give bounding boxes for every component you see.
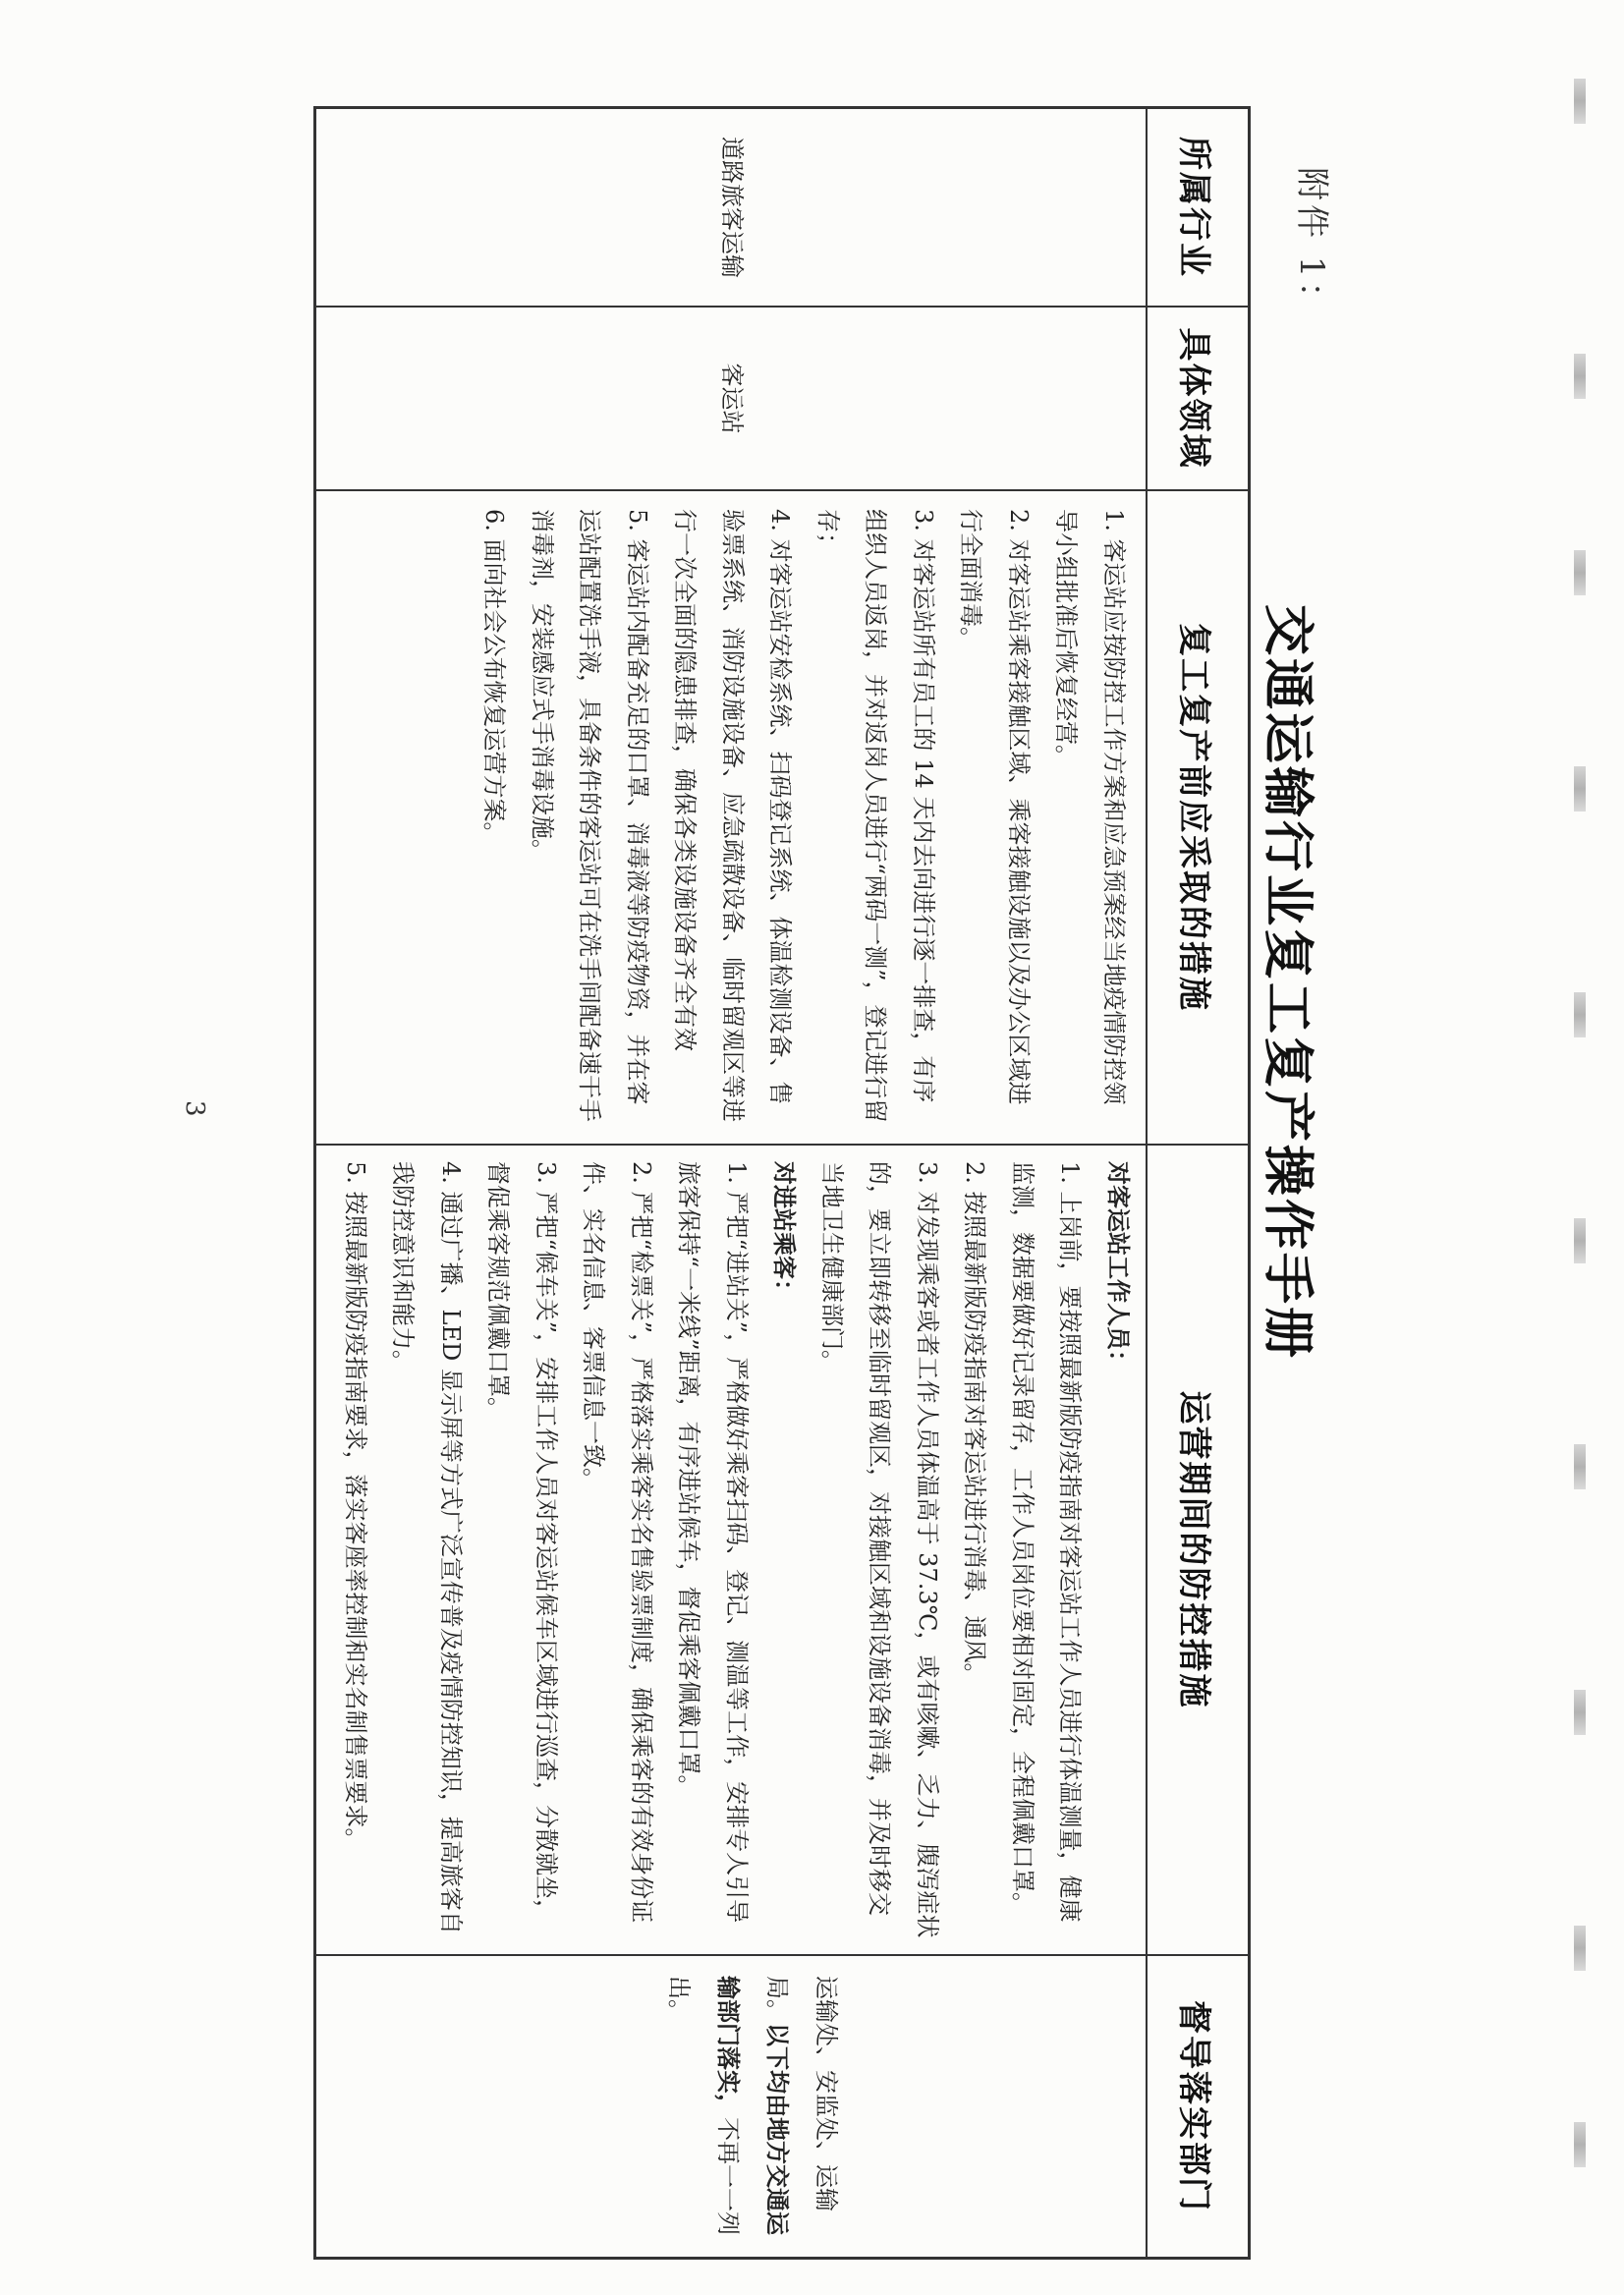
header-field: 具体领域 [1148, 308, 1248, 491]
supervision-departments: 运输处、安监处、运输局。 [763, 1976, 840, 2211]
pre-measure-item: 4. 对客运站安检系统、扫码登记系统、体温检测设备、售验票系统、消防设施设备、应急疏散设备、临时留观区等进行一次全面的隐患排查，确保各类设施设备齐全有效 [671, 509, 795, 1122]
header-supervision: 督导落实部门 [1174, 2000, 1214, 2212]
page-number: 3 [180, 1100, 209, 1117]
pre-resumption-cell [316, 491, 1148, 1146]
table-header-row [1146, 109, 1248, 2257]
scan-mark [1574, 2122, 1586, 2167]
scan-mark [1574, 992, 1586, 1037]
pre-measure-item: 3. 对客运站所有员工的 14 天内去向进行逐一排查，有序组织人员返岗，并对返岗人员进行“两码一测”，登记进行留存； [814, 509, 937, 1123]
operation-item: 3. 严把“候车关”，安排工作人员对客运站候车区域进行巡查，分散就坐，督促乘客规范佩戴口罩。 [484, 1161, 560, 1924]
scan-mark [1574, 1218, 1586, 1263]
operation-item: 1. 严把“进站关”，严格做好乘客扫码、登记、测温等工作，安排专人引导旅客保持“一米线”距离，有序进站候车，督促乘客佩戴口罩。 [675, 1161, 751, 1924]
operation-item: 2. 按照最新版防疫指南对客运站进行消毒、通风。 [961, 1161, 989, 1687]
operation-item: 2. 严把“检票关”，严格落实乘客实名售验票制度，确保乘客的有效身份证件、实名信息、客票信息一致。 [580, 1161, 655, 1924]
pre-measure-item: 2. 对客运站乘客接触区域、乘客接触设施以及办公区域进行全面消毒。 [957, 509, 1033, 1105]
passenger-group-heading: 对进站乘客： [770, 1161, 800, 1303]
operation-item: 4. 通过广播、LED 显示屏等方式广泛宣传普及疫情防控知识，提高旅客自我防控意识和能力。 [389, 1161, 465, 1934]
industry-cell: 道路旅客运输 [316, 109, 1148, 308]
table-row [316, 109, 1148, 2257]
supervision-cell [316, 1956, 1148, 2257]
pre-measure-item: 1. 客运站应按防控工作方案和应急预案经当地疫情防控领导小组批准后恢复经营。 [1052, 509, 1128, 1105]
document-title: 交通运输行业复工复产操作手册 [1258, 603, 1317, 1361]
header-pre-resumption: 复工复产前应采取的措施 [1148, 491, 1248, 1146]
scan-mark [1574, 1690, 1586, 1735]
scan-mark [1574, 1926, 1586, 1971]
operation-cell [316, 1146, 1148, 1956]
pre-measure-item: 6. 面向社会公布恢复运营方案。 [480, 509, 509, 846]
field-cell: 客运站 [316, 308, 1148, 491]
scan-mark [1574, 79, 1586, 124]
scan-mark [1574, 766, 1586, 812]
supervision-note: 以下均由地方交通运输部门落实， [714, 1976, 792, 2235]
header-operation: 运营期间的防控措施 [1148, 1146, 1248, 1956]
staff-group-heading: 对客运站工作人员： [1104, 1161, 1133, 1373]
scan-mark [1574, 354, 1586, 399]
annex-label: 附件 1： [1292, 167, 1331, 319]
operation-item: 5. 按照最新版防疫指南要求，落实客座率控制和实名制售票要求。 [342, 1161, 369, 1852]
scan-mark [1574, 550, 1586, 595]
operation-item: 1. 上岗前，要按照最新版防疫指南对客运站工作人员进行体温测量，健康监测，数据要做好记录留存，工作人员岗位要相对固定，全程佩戴口罩。 [1009, 1161, 1085, 1923]
scan-mark [1574, 1444, 1586, 1489]
supervision-tail: 不再一一列出。 [665, 1976, 742, 2235]
operation-item: 3. 对发现乘客或者工作人员体温高于 37.3℃，或有咳嗽、乏力、腹泻症状的，要立即转移至临时留观区，对接触区域和设施设备消毒，并及时移交当地卫生健康部门。 [818, 1161, 941, 1938]
header-industry: 所属行业 [1148, 109, 1248, 308]
pre-measure-item: 5. 客运站内配备充足的口罩、消毒液等防疫物资，并在客运站配置洗手液，具备条件的客运站可在洗手间配备速干手消毒剂，安装感应式手消毒设施。 [529, 509, 651, 1122]
measures-table [313, 106, 1251, 2260]
